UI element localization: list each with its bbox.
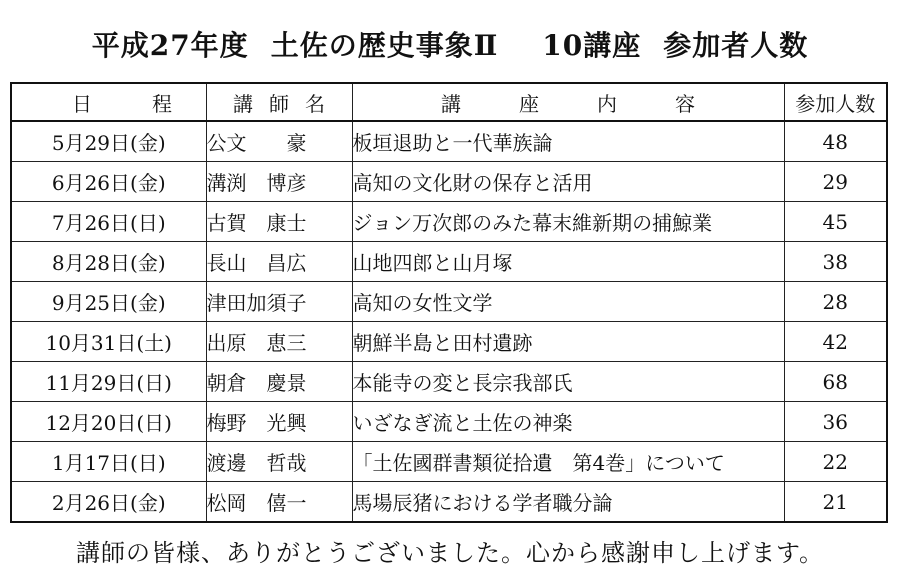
cell-attendees: 21 [784, 482, 887, 523]
cell-date: 2月26日(金) [11, 482, 206, 523]
lecture-table [10, 82, 888, 523]
cell-lecturer: 梅野 光興 [206, 402, 352, 442]
table-row [11, 362, 887, 402]
cell-content: 本能寺の変と長宗我部氏 [352, 362, 784, 402]
cell-lecturer: 古賀 康士 [206, 202, 352, 242]
cell-date: 5月29日(金) [11, 121, 206, 162]
cell-date: 6月26日(金) [11, 162, 206, 202]
table-row [11, 322, 887, 362]
cell-lecturer: 溝渕 博彦 [206, 162, 352, 202]
cell-attendees: 38 [784, 242, 887, 282]
header-date: 日程 [11, 83, 206, 121]
cell-content: 朝鮮半島と田村遺跡 [352, 322, 784, 362]
title-year: 平成27年度 [91, 29, 249, 62]
thank-you-message: 講師の皆様、ありがとうございました。心から感謝申し上げます。 [75, 539, 825, 567]
cell-content: 山地四郎と山月塚 [352, 242, 784, 282]
cell-lecturer: 松岡 僖一 [206, 482, 352, 523]
table-row [11, 202, 887, 242]
table-row [11, 121, 887, 162]
cell-date: 9月25日(金) [11, 282, 206, 322]
title-lecture-count: 10講座 [542, 29, 642, 62]
cell-lecturer: 長山 昌広 [206, 242, 352, 282]
cell-content: 高知の文化財の保存と活用 [352, 162, 784, 202]
header-content: 講座内容 [352, 83, 784, 121]
page-title [0, 24, 900, 64]
table-row [11, 442, 887, 482]
cell-lecturer: 朝倉 慶景 [206, 362, 352, 402]
cell-attendees: 22 [784, 442, 887, 482]
cell-content: いざなぎ流と土佐の神楽 [352, 402, 784, 442]
cell-lecturer: 出原 恵三 [206, 322, 352, 362]
table-row [11, 162, 887, 202]
cell-date: 7月26日(日) [11, 202, 206, 242]
cell-lecturer: 公文 豪 [206, 121, 352, 162]
cell-date: 1月17日(日) [11, 442, 206, 482]
cell-lecturer: 渡邊 哲哉 [206, 442, 352, 482]
cell-attendees: 29 [784, 162, 887, 202]
cell-date: 12月20日(日) [11, 402, 206, 442]
table-row [11, 282, 887, 322]
cell-attendees: 36 [784, 402, 887, 442]
title-series: 土佐の歴史事象Ⅱ [270, 29, 499, 62]
cell-date: 11月29日(日) [11, 362, 206, 402]
table-row [11, 402, 887, 442]
cell-content: 高知の女性文学 [352, 282, 784, 322]
cell-date: 8月28日(金) [11, 242, 206, 282]
table-row [11, 242, 887, 282]
table-header-row [11, 83, 887, 121]
cell-attendees: 28 [784, 282, 887, 322]
cell-attendees: 45 [784, 202, 887, 242]
cell-content: 「土佐國群書類従拾遺 第4巻」について [352, 442, 784, 482]
cell-attendees: 68 [784, 362, 887, 402]
cell-lecturer: 津田加須子 [206, 282, 352, 322]
table-row [11, 482, 887, 523]
header-attendees: 参加人数 [784, 83, 887, 121]
cell-attendees: 42 [784, 322, 887, 362]
header-lecturer: 講師名 [206, 83, 352, 121]
title-label: 参加者人数 [663, 29, 809, 62]
cell-content: 板垣退助と一代華族論 [352, 121, 784, 162]
cell-content: 馬場辰猪における学者職分論 [352, 482, 784, 523]
cell-content: ジョン万次郎のみた幕末維新期の捕鯨業 [352, 202, 784, 242]
cell-attendees: 48 [784, 121, 887, 162]
cell-date: 10月31日(土) [11, 322, 206, 362]
